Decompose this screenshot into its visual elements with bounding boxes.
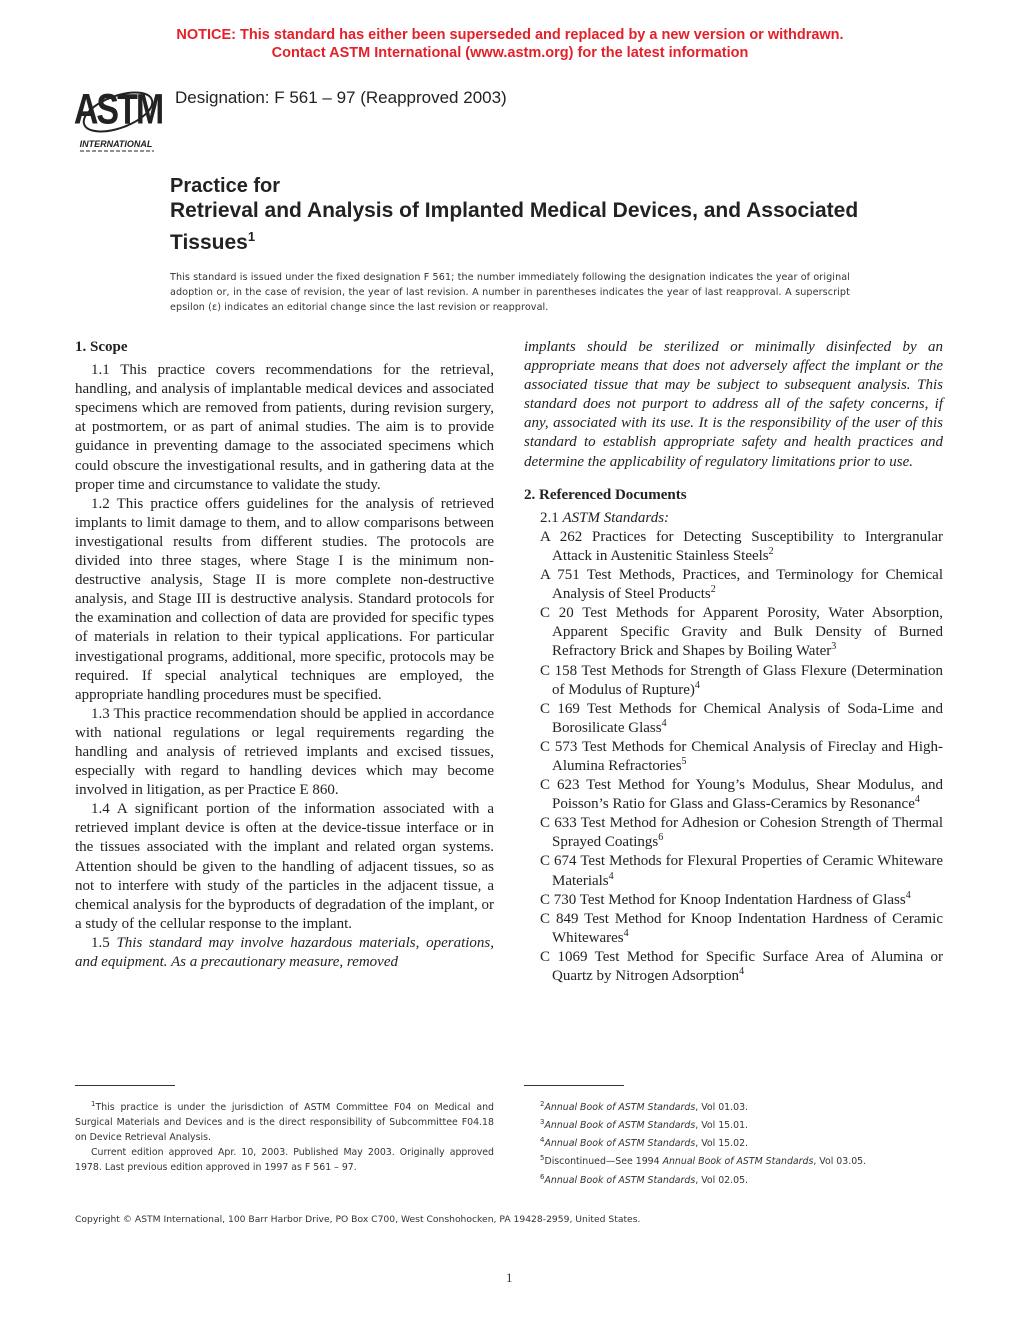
copyright-line: Copyright © ASTM International, 100 Barr Harbor Drive, PO Box C700, West Conshohocken, PA 19428-2959, United States. xyxy=(75,1214,641,1225)
reference-item: C 730 Test Method for Knoop Indentation Hardness of Glass$^4$ xyxy=(540,889,911,908)
reference-item: C 1069 Test Method for Specific Surface Area of Alumina or Quartz by Nitrogen Adsorption$^4$ xyxy=(540,948,943,984)
withdrawn-notice xyxy=(0,26,1020,62)
paragraph-1-5: 1.5 This standard may involve hazardous materials, operations, and equipment. As a precautionary measure, removed xyxy=(75,934,494,970)
issuance-note: This standard is issued under the fixed designation F 561; the number immediately following the designation indicates the year of original adoption or, in the case of revision, the year of last revision. A number in parentheses indicates the year of last reapproval. A superscript epsilon (ε) indicates an editorial change since the last revision or reapproval. xyxy=(170,272,850,313)
paragraph-1-1: 1.1 This practice covers recommendations for the retrieval, handling, and analysis of implantable medical devices and associated specimens which are removed from patients, during revision surgery, at postmortem, or as part of animal studies. The aim is to provide guidance in preventing damage to the associated specimens which could obscure the investigational results, and in gathering data at the proper time and circumstance to validate the study. xyxy=(75,362,494,493)
title-prefix: Practice for xyxy=(170,175,281,197)
designation: Designation: F 561 – 97 (Reapproved 2003) xyxy=(175,88,507,107)
footnotes-right xyxy=(540,1097,940,1188)
reference-item: A 262 Practices for Detecting Susceptibility to Intergranular Attack in Austenitic Stainless Steels$^2$ xyxy=(540,528,943,564)
title-footnote-ref: 1 xyxy=(247,229,256,244)
reference-item: C 849 Test Method for Knoop Indentation Hardness of Ceramic Whitewares$^4$ xyxy=(540,910,943,946)
astm-logo-icon xyxy=(74,76,164,156)
document-title xyxy=(170,174,870,256)
footnote-divider-left xyxy=(75,1085,175,1086)
notice-line-1: NOTICE: This standard has either been superseded and replaced by a new version or withdrawn. xyxy=(176,27,844,43)
referenced-documents-list xyxy=(524,528,943,986)
reference-item: C 169 Test Methods for Chemical Analysis of Soda-Lime and Borosilicate Glass$^4$ xyxy=(540,700,943,736)
reference-item: C 158 Test Methods for Strength of Glass Flexure (Determination of Modulus of Rupture)$^4$ xyxy=(540,662,943,698)
reference-item: A 751 Test Methods, Practices, and Terminology for Chemical Analysis of Steel Products$^2$ xyxy=(540,567,943,603)
page-number: 1 xyxy=(506,1270,513,1285)
footnote-4: $^4$Annual Book of ASTM Standards, Vol 15.02. xyxy=(540,1136,749,1150)
svg-text:INTERNATIONAL: INTERNATIONAL xyxy=(79,139,153,149)
reference-item: C 623 Test Method for Young’s Modulus, Shear Modulus, and Poisson’s Ratio for Glass and Glass-Ceramics by Resonance$^4$ xyxy=(540,777,943,813)
right-column xyxy=(524,338,943,986)
footnote-3: $^3$Annual Book of ASTM Standards, Vol 15.01. xyxy=(540,1118,749,1132)
section-1-heading: 1. Scope xyxy=(75,339,128,355)
left-column xyxy=(75,338,494,972)
reference-item: C 674 Test Methods for Flexural Properties of Ceramic Whiteware Materials$^4$ xyxy=(540,853,943,889)
paragraph-1-3: 1.3 This practice recommendation should be applied in accordance with national regulations or legal requirements regarding the handling and analysis of retrieved implants and excised tissues, especially with regard to handling devices which may become involved in litigation, as per Practice E 860. xyxy=(75,705,494,799)
footnote-1-edition: Current edition approved Apr. 10, 2003. Published May 2003. Originally approved 1978. Last previous edition approved in 1997 as F 561 – 97. xyxy=(75,1147,494,1174)
footnote-2: $^2$Annual Book of ASTM Standards, Vol 01.03. xyxy=(540,1100,749,1114)
astm-standards-subheading: 2.1 ASTM Standards: xyxy=(540,509,670,526)
paragraph-1-4: 1.4 A significant portion of the information associated with a retrieved implant device is often at the device-tissue interface or in the tissues associated with the implant and related organ systems. Attention should be given to the handling of adjacent tissues, so as not to interfere with study of the particles in the adjacent tissue, a chemical analysis for the byproducts of degradation of the implant, or a study of the cellular response to the implant. xyxy=(75,801,494,932)
footnotes-left xyxy=(75,1097,494,1175)
paragraph-1-5-continued: implants should be sterilized or minimally disinfected by an appropriate means that does not adversely affect the implant or the associated tissue that may be subject to subsequent analysis. This standard does not purport to address all of the safety concerns, if any, associated with its use. It is the responsibility of the user of this standard to establish appropriate safety and health practices and determine the applicability of regulatory limitations prior to use. xyxy=(524,339,943,470)
section-2-heading: 2. Referenced Documents xyxy=(524,486,687,503)
footnote-1: $^1$This practice is under the jurisdiction of ASTM Committee F04 on Medical and Surgical Materials and Devices and is the direct responsibility of Subcommittee F04.18 on Device Retrieval Analysis. xyxy=(75,1100,494,1144)
notice-line-2: Contact ASTM International (www.astm.org) for the latest information xyxy=(271,45,749,61)
footnote-divider-right xyxy=(524,1085,624,1086)
reference-item: C 633 Test Method for Adhesion or Cohesion Strength of Thermal Sprayed Coatings$^6$ xyxy=(540,815,943,851)
svg-text:ASTM: ASTM xyxy=(74,85,163,134)
title-main: Retrieval and Analysis of Implanted Medical Devices, and Associated Tissues$^1$ xyxy=(170,199,859,254)
reference-item: C 20 Test Methods for Apparent Porosity, Water Absorption, Apparent Specific Gravity and Bulk Density of Burned Refractory Brick and Shapes by Boiling Water$^3$ xyxy=(540,605,943,660)
footnote-6: $^6$Annual Book of ASTM Standards, Vol 02.05. xyxy=(540,1172,749,1186)
reference-item: C 573 Test Methods for Chemical Analysis of Fireclay and High-Alumina Refractories$^5$ xyxy=(540,738,943,774)
footnote-5: $^5$Discontinued—See 1994 Annual Book of ASTM Standards, Vol 03.05. xyxy=(540,1154,867,1168)
paragraph-1-2: 1.2 This practice offers guidelines for the analysis of retrieved implants to limit damage to them, and to allow comparisons between investigational results from different studies. The protocols are divided into three stages, where Stage I is the minimum non-destructive analysis, Stage II is more complete non-destructive analysis, and Stage III is destructive analysis. Standard protocols for the examination and collection of data are provided for specific types of materials in relation to their typical applications. For particular investigational programs, additional, more specific, protocols may be required. If special analytical techniques are employed, the appropriate handling procedures must be specified. xyxy=(75,495,494,703)
